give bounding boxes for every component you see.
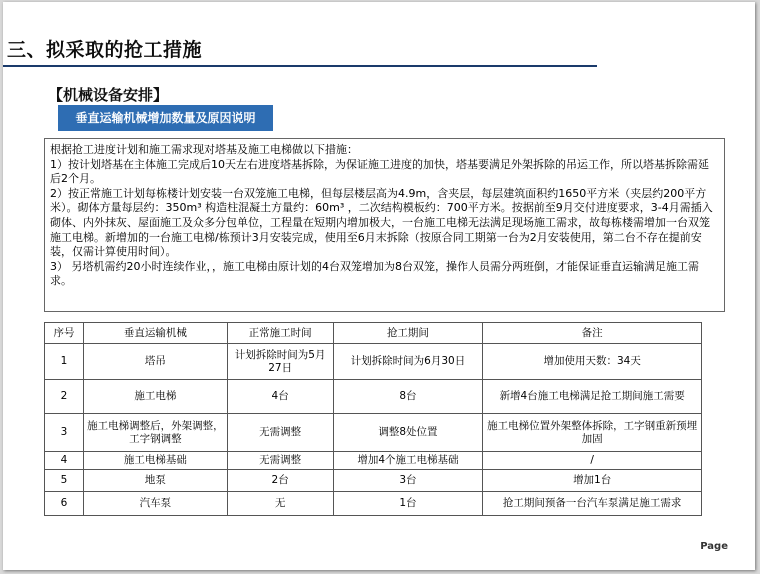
cell-remarks: / <box>483 452 702 470</box>
title-divider <box>3 65 597 67</box>
table-row <box>45 492 702 516</box>
cell-normal-time: 计划拆除时间为5月27日 <box>227 344 333 380</box>
table-row <box>45 470 702 492</box>
table-row <box>45 380 702 414</box>
cell-machine: 汽车泵 <box>83 492 227 516</box>
subsection-title: 【机械设备安排】 <box>48 86 169 104</box>
cell-remarks: 施工电梯位置外架整体拆除，工字钢重新预埋加固 <box>483 414 702 452</box>
table-row <box>45 344 702 380</box>
cell-index: 3 <box>45 414 84 452</box>
paragraph-2: 2）按正常施工计划每栋楼计划安装一台双笼施工电梯，但每层楼层高为4.9m，含夹层，每层建筑面积约1650平方米（夹层约200平方米）。砌体方量每层约：350m³ 构造柱混凝土方量约：60m³ ，二次结构模板约：700平方米。按据前至9月交付进度要求，3-4月需插入砌体、内外抹灰、屋面施工及众多分包单位，工程量在短期内增加极大，一台施工电梯无法满足现场施工需求，故每栋楼需增加一台双笼施工电梯。新增加的一台施工电梯/栋预计3月安装完成，使用至6月末拆除（按原合同工期第一台为2月安装使用，第二台不存在提前安装，仅需计算使用时间）。 <box>50 186 713 259</box>
cell-rush-period: 计划拆除时间为6月30日 <box>333 344 483 380</box>
cell-rush-period: 3台 <box>333 470 483 492</box>
header-rush-period: 抢工期间 <box>333 323 483 344</box>
header-normal-time: 正常施工时间 <box>227 323 333 344</box>
section-title: 三、拟采取的抢工措施 <box>7 39 203 61</box>
cell-rush-period: 增加4个施工电梯基础 <box>333 452 483 470</box>
header-index: 序号 <box>45 323 84 344</box>
cell-machine: 施工电梯调整后，外架调整，工字钢调整 <box>83 414 227 452</box>
cell-index: 4 <box>45 452 84 470</box>
section-label-banner: 垂直运输机械增加数量及原因说明 <box>58 105 273 131</box>
cell-index: 1 <box>45 344 84 380</box>
paragraph-intro: 根据抢工进度计划和施工需求现对塔基及施工电梯做以下措施： <box>50 143 358 156</box>
cell-rush-period: 调整8处位置 <box>333 414 483 452</box>
paragraph-3: 3） 另塔机需约20小时连续作业，，施工电梯由原计划的4台双笼增加为8台双笼，操作人员需分两班倒，才能保证垂直运输满足施工需求。 <box>50 259 699 288</box>
cell-normal-time: 无 <box>227 492 333 516</box>
table-row <box>45 414 702 452</box>
equipment-table <box>44 322 702 516</box>
cell-machine: 地泵 <box>83 470 227 492</box>
cell-remarks: 抢工期间预备一台汽车泵满足施工需求 <box>483 492 702 516</box>
table-row <box>45 452 702 470</box>
cell-normal-time: 无需调整 <box>227 414 333 452</box>
cell-index: 5 <box>45 470 84 492</box>
paragraph-1: 1）按计划塔基在主体施工完成后10天左右进度塔基拆除，为保证施工进度的加快，塔基要满足外架拆除的吊运工作，所以塔基拆除需延后2个月。 <box>50 157 709 186</box>
table-header-row <box>45 323 702 344</box>
cell-index: 6 <box>45 492 84 516</box>
cell-remarks: 新增4台施工电梯满足抢工期间施工需要 <box>483 380 702 414</box>
cell-rush-period: 1台 <box>333 492 483 516</box>
cell-machine: 施工电梯 <box>83 380 227 414</box>
cell-remarks: 增加1台 <box>483 470 702 492</box>
cell-normal-time: 4台 <box>227 380 333 414</box>
cell-machine: 塔吊 <box>83 344 227 380</box>
header-machine: 垂直运输机械 <box>83 323 227 344</box>
cell-machine: 施工电梯基础 <box>83 452 227 470</box>
header-remarks: 备注 <box>483 323 702 344</box>
cell-remarks: 增加使用天数：34天 <box>483 344 702 380</box>
cell-index: 2 <box>45 380 84 414</box>
slide <box>3 2 755 570</box>
page-label: Page <box>700 541 728 552</box>
cell-rush-period: 8台 <box>333 380 483 414</box>
cell-normal-time: 无需调整 <box>227 452 333 470</box>
description-text-box <box>44 138 725 312</box>
cell-normal-time: 2台 <box>227 470 333 492</box>
